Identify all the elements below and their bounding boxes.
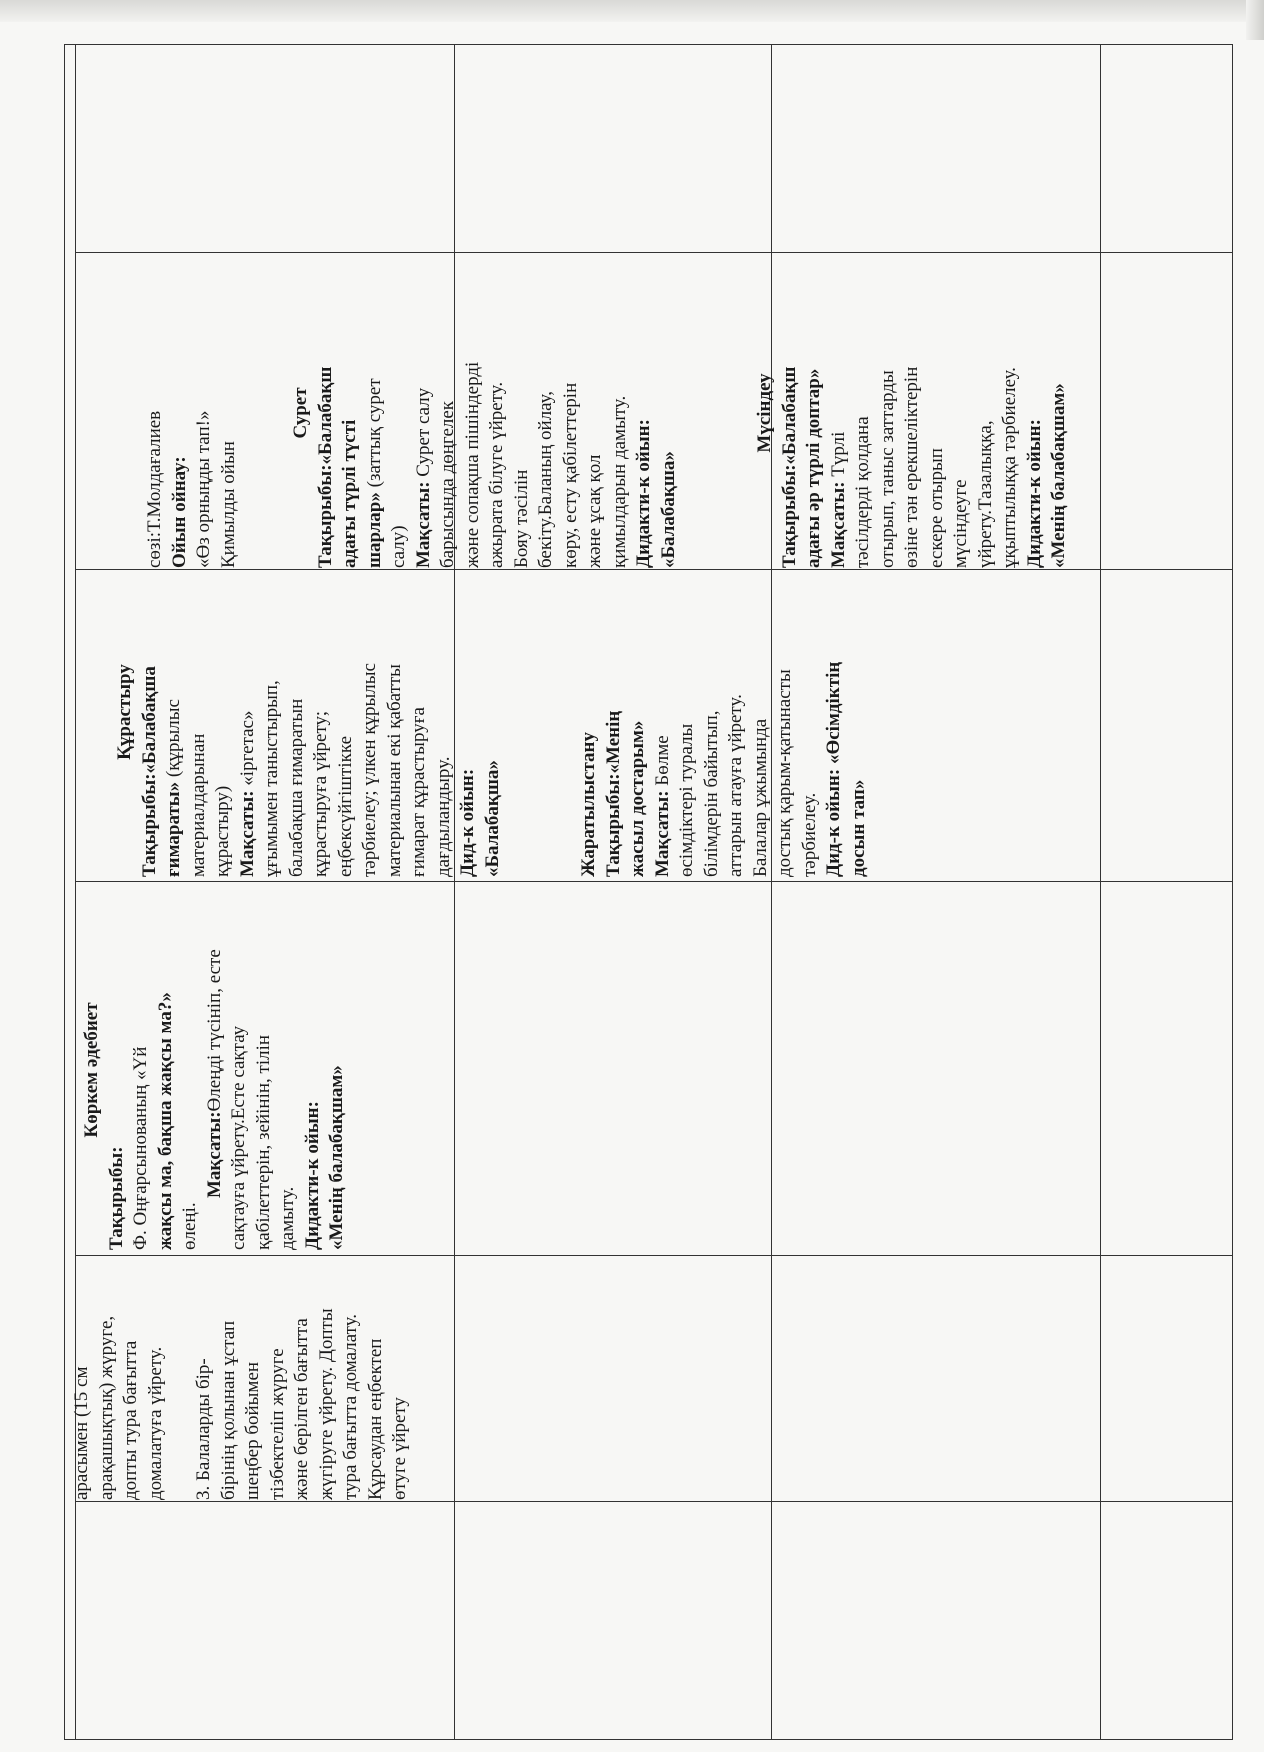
text-line: шеңбер бойымен — [242, 1361, 263, 1500]
row-divider-3 — [1100, 45, 1101, 1739]
game-name: «Балабақша» — [481, 760, 503, 877]
goal-line: ұқыптылыққа тәрбиелеу. — [999, 367, 1020, 568]
goal-line: материалынан екі қабатты — [383, 664, 405, 877]
topic-note: (құрылыс — [163, 699, 184, 782]
goal-text: Өлеңді түсініп, есте — [203, 949, 225, 1112]
section-heading: Жаратылыстану — [578, 732, 599, 877]
goal-line: тәрбиелеу. — [798, 792, 820, 877]
goal-line: еңбексүйгіштікке — [334, 735, 356, 877]
game-name: «Менің балабақшам» — [326, 1065, 347, 1250]
topic-title: шарлар» — [363, 492, 385, 568]
topic-end: өлеңі. — [179, 1202, 200, 1250]
goal-line: мүсіндеуге — [950, 479, 971, 568]
topic-title: «Балабақша — [138, 666, 160, 774]
text-line: арақашықтық) жүруге, — [95, 1315, 117, 1500]
game-name: «Өсімдіктің — [823, 661, 844, 769]
text-line: допты тура бағытта — [120, 1340, 141, 1500]
section-heading: Көркем әдебиет — [81, 1002, 102, 1138]
goal-line: ұғымымен таныстырып, — [261, 680, 282, 877]
goal-line: көру, есту қабілеттерін — [559, 382, 581, 568]
topic-author: Ф. Оңғарсынованың «Үй — [130, 1046, 151, 1250]
goal-line: дамыту. — [277, 1186, 298, 1250]
topic-line: материалдарынан — [187, 733, 209, 877]
game-label: Дид-к ойын: — [823, 768, 844, 877]
topic-label: Тақырыбы: — [105, 1146, 127, 1250]
game-label: Дидакти-к ойын: — [301, 1101, 323, 1250]
goal-text: Сурет салу — [412, 387, 434, 482]
topic-label: Тақырыбы: — [314, 464, 336, 568]
topic-title: «Балабақш — [314, 366, 336, 465]
goal-line: аттарын атауға үйрету. — [725, 694, 746, 877]
goal-line: тәсілдерді қолдана — [852, 416, 873, 568]
topic-title: жақсы ма, бақша жақсы ма?» — [154, 992, 176, 1250]
text-line: және берілген бағытта — [291, 1318, 312, 1500]
goal-line: достық қарым-қатынасты — [774, 669, 795, 877]
goal-line: құрастыруға үйрету; — [310, 710, 331, 877]
goal-line: қимылдарын дамыту. — [608, 395, 630, 568]
topic-title: «Балабақш — [778, 366, 800, 465]
topic-note: (заттық сурет — [363, 378, 385, 493]
play-name: «Өз орныңды тап!» — [193, 410, 214, 568]
scan-edge — [0, 0, 1264, 22]
game-label: Дидакти-к ойын: — [633, 419, 654, 568]
text-line: 3. Балаларды бір- — [193, 1358, 214, 1500]
play-type: Қимылды ойын — [217, 441, 239, 568]
section-heading: Құрастыру — [114, 664, 135, 760]
author-line: сөзі:Т.Молдағалиев — [144, 410, 165, 568]
goal-text: «іргетас» — [236, 710, 258, 791]
goal-line: бекіту.Баланың ойлау, — [535, 390, 556, 568]
text-line: арасымен (15 см — [71, 1366, 92, 1500]
goal-label: Мақсаты: — [412, 481, 434, 568]
cell-literature — [80, 890, 350, 1250]
game-label: Дидакти-к ойын: — [1023, 419, 1045, 568]
topic-label: Тақырыбы: — [602, 773, 624, 877]
text-line: өтуге үйрету — [389, 1397, 410, 1500]
goal-line: және ұсақ қол — [584, 454, 605, 568]
goal-text: Түрлі — [827, 431, 849, 482]
goal-label: Мақсаты: — [651, 790, 673, 877]
goal-line: ғимарат құрастыруға — [408, 707, 429, 877]
goal-text: Бөлме — [651, 735, 673, 791]
text-line: домалатуға үйрету. — [144, 1346, 166, 1500]
text-line: тізбектеліп жүруге — [266, 1348, 288, 1500]
topic-title: жасыл достарым» — [627, 720, 648, 877]
goal-label: Мақсаты: — [203, 1111, 225, 1198]
section-heading: Сурет — [290, 387, 311, 439]
goal-line: барысында дөңгелек — [437, 400, 458, 568]
topic-label: Тақырыбы: — [138, 773, 160, 877]
game-name: «Балабақша» — [657, 451, 679, 568]
goal-line: үйрету.Тазалыққа, — [974, 420, 996, 568]
topic-title: адағы әр түрлі доптар» — [803, 368, 824, 568]
cell-construction-nature — [113, 547, 871, 877]
scan-corner — [1246, 0, 1264, 40]
topic-title: ғимараты» — [163, 781, 184, 877]
column-divider-a — [75, 252, 1232, 253]
topic-title: «Менің — [602, 710, 624, 774]
goal-label: Мақсаты: — [236, 790, 258, 877]
game-name: досын тап» — [847, 779, 869, 877]
goal-line: өсімдіктері туралы — [676, 723, 697, 877]
play-label: Ойын ойнау: — [168, 456, 190, 568]
game-name: «Менің балабақшам» — [1048, 383, 1069, 568]
goal-line: отырып, таныс заттарды — [876, 370, 898, 568]
goal-line: сақтауға үйрету.Есте сақтау — [228, 1025, 249, 1250]
text-line: тура бағытта домалату. — [340, 1313, 361, 1500]
topic-label: Тақырыбы: — [778, 464, 800, 568]
goal-line: ажырата білуге үйрету. — [486, 381, 507, 568]
column-divider-c — [75, 881, 1232, 882]
goal-line: ескере отырып — [925, 448, 947, 568]
goal-label: Мақсаты: — [827, 481, 849, 568]
goal-line: білімдерін байытып, — [700, 710, 722, 877]
goal-line: қабілеттерін, зейінін, тілін — [252, 1034, 274, 1250]
game-label: Дид-к ойын: — [457, 768, 478, 877]
section-heading: Мүсіндеу — [754, 373, 775, 453]
goal-line: өзіне тән ерекшеліктерін — [901, 366, 922, 568]
text-line: жүгіруге үйрету. Допты — [315, 1308, 337, 1500]
goal-line: және сопақша пішіндерді — [461, 361, 483, 568]
goal-line: балабақша ғимаратын — [285, 698, 307, 877]
goal-line: Балалар ұжымында — [749, 718, 771, 877]
goal-line: Бояу тәсілін — [510, 469, 532, 568]
cell-drawing-modelling — [143, 258, 1072, 568]
topic-line: құрастыру) — [212, 785, 233, 877]
text-line: Құрсаудан еңбектеп — [364, 1338, 386, 1500]
column-divider-e — [75, 1501, 1232, 1502]
goal-line: тәрбиелеу; үлкен құрылыс — [359, 663, 380, 877]
text-line: бірінің қолынан ұстап — [217, 1320, 239, 1500]
goal-line: дағдыландыру. — [432, 756, 454, 877]
topic-note: салу) — [388, 525, 409, 568]
topic-title: адағы түрлі түсті — [339, 419, 360, 568]
